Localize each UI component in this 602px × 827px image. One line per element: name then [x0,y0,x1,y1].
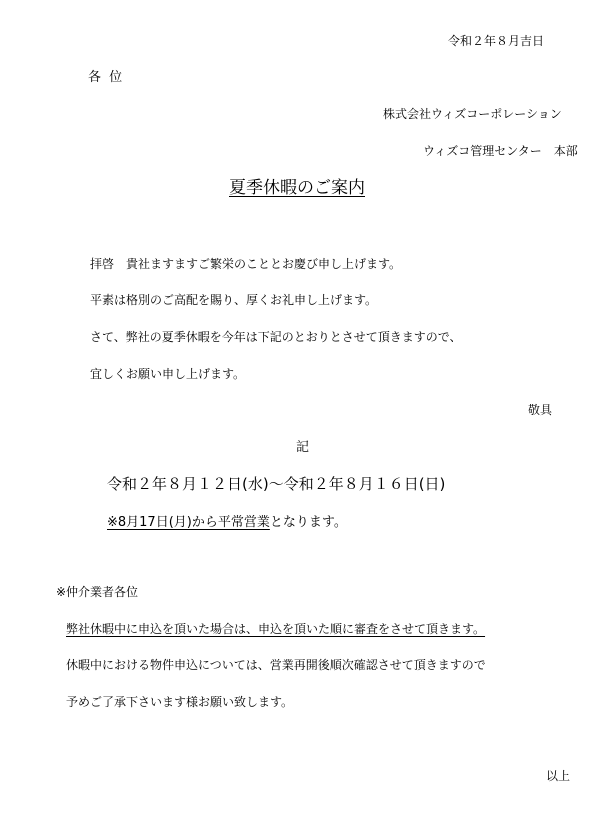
date: 令和２年８月吉日 [448,34,545,48]
end-ijou: 以上 [546,769,571,783]
closing-keigu: 敬具 [528,403,553,417]
body-line-request: 宜しくお願い申し上げます。 [90,367,246,381]
department-name: ウィズコ管理センター 本部 [423,144,578,158]
ki-heading: 記 [296,440,310,455]
resume-notice [107,516,347,529]
agents-heading: ※仲介業者各位 [56,585,139,599]
resume-rest: となります。 [269,515,347,530]
document-title: 夏季休暇のご案内 [229,178,365,198]
agents-line-review: 弊社休暇中に申込を頂いた場合は、申込を頂いた順に審査をさせて頂きます。 [66,622,486,636]
body-line-greeting: 拝啓 貴社ますますご繁栄のこととお慶び申し上げます。 [90,257,402,271]
holiday-period: 令和２年８月１２日(水)～令和２年８月１６日(日) [107,475,446,493]
agents-line-confirmation: 休暇中における物件申込については、営業再開後順次確認させて頂きますので [66,658,486,672]
agents-line-request: 予めご了承下さいます様お願い致します。 [66,695,294,709]
body-line-announcement: さて、弊社の夏季休暇を今年は下記のとおりとさせて頂きますので、 [90,330,462,344]
company-name: 株式会社ウィズコーポレーション [383,107,562,121]
addressee: 各 位 [88,70,125,85]
body-line-thanks: 平素は格別のご高配を賜り、厚くお礼申し上げます。 [90,293,378,307]
resume-date-underlined: ※8月17日(月)から平常営業 [107,515,270,530]
